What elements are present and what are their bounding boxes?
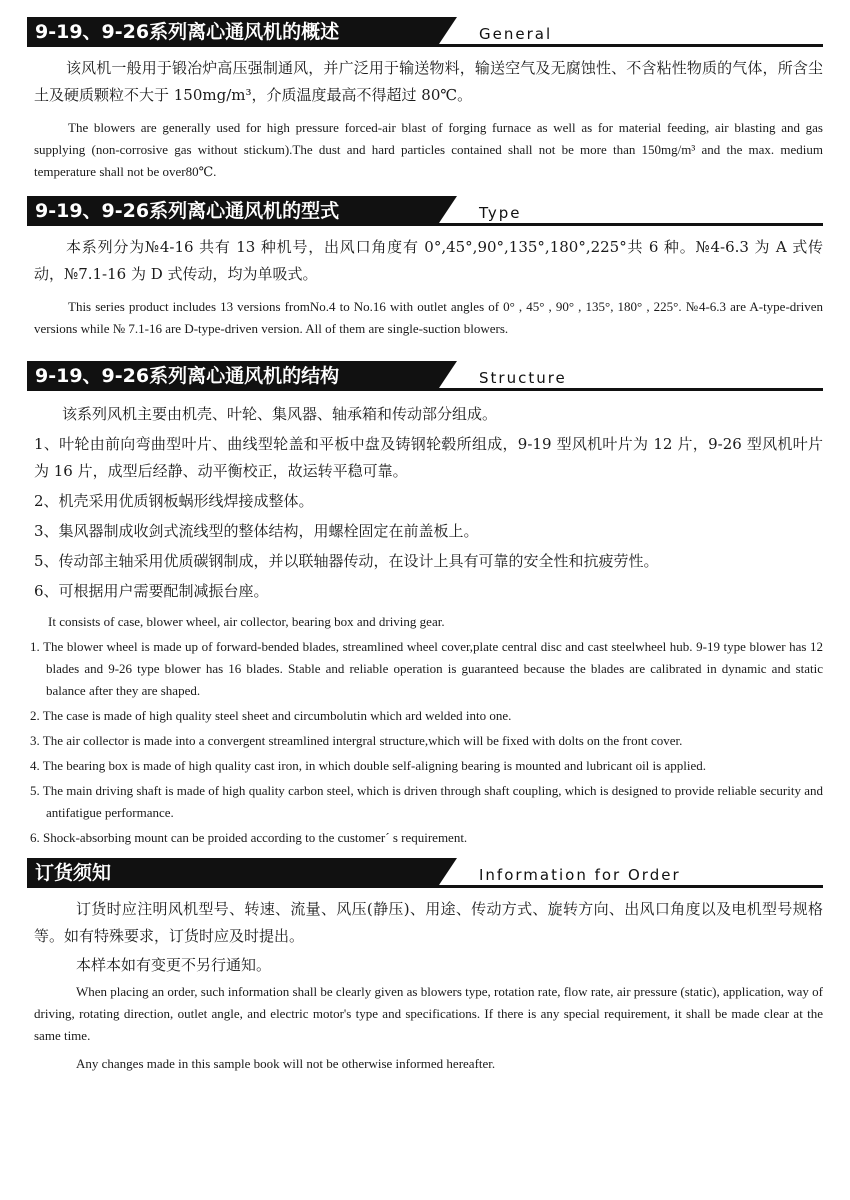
structure-en-item: 1. The blower wheel is made up of forward-bended blades, streamlined wheel cover,plate central disc and cast steelwheel hub. 9-19 type blower has 12 blades and 9-26 type blower has 16 blades. Stable and reliable operation is guaranteed because the blades are calibrated in dynamic and static balance after they are shaped. bbox=[30, 639, 823, 698]
order-en-paragraph: When placing an order, such information shall be clearly given as blowers type, rotation rate, flow rate, air pressure (static), application, way of driving, rotating direction, outlet angle, and electric motor's type and specifications. If there is any special requirement, it shall be made clear at the same time. bbox=[34, 984, 823, 1043]
section-rule bbox=[27, 44, 823, 47]
section-rule bbox=[27, 885, 823, 888]
section-structure bbox=[0, 361, 850, 849]
structure-zh-item: 6、可根据用户需要配制减振台座。 bbox=[34, 582, 269, 600]
section-rule bbox=[27, 223, 823, 226]
section-en-title: Structure bbox=[479, 369, 567, 387]
section-en-title: Type bbox=[479, 204, 522, 222]
section-header-order bbox=[27, 858, 823, 888]
order-en-notice: Any changes made in this sample book will not be otherwise informed hereafter. bbox=[76, 1056, 496, 1071]
section-general bbox=[0, 17, 850, 183]
section-order bbox=[0, 858, 850, 1075]
section-header-structure bbox=[27, 361, 823, 391]
type-zh-paragraph: 本系列分为№4-16 共有 13 种机号，出风口角度有 0°,45°,90°,135°,180°,225°共 6 种。№4-6.3 为 A 式传动，№7.1-16 为 D 式传动，均为单吸式。 bbox=[34, 238, 823, 283]
structure-en-item: 4. The bearing box is made of high quality cast iron, in which double self-aligning bearing is mounted and lubricant oil is applied. bbox=[30, 758, 706, 773]
general-zh-paragraph: 该风机一般用于锻冶炉高压强制通风，并广泛用于输送物料，输送空气及无腐蚀性、不含粘性物质的气体，所含尘土及硬质颗粒不大于 150mg/m³，介质温度最高不得超过 80℃。 bbox=[34, 59, 823, 104]
order-zh-notice: 本样本如有变更不另行通知。 bbox=[76, 956, 272, 974]
structure-zh-item: 3、集风器制成收剑式流线型的整体结构，用螺栓固定在前盖板上。 bbox=[34, 522, 479, 540]
structure-zh-intro: 该系列风机主要由机壳、叶轮、集风器、轴承箱和传动部分组成。 bbox=[62, 405, 498, 423]
section-rule bbox=[27, 388, 823, 391]
structure-en-item: 3. The air collector is made into a convergent streamlined intergral structure,which will be fixed with dolts on the front cover. bbox=[30, 733, 683, 748]
structure-zh-item: 5、传动部主轴采用优质碳钢制成，并以联轴器传动，在设计上具有可靠的安全性和抗疲劳性。 bbox=[34, 552, 659, 570]
structure-en-intro: It consists of case, blower wheel, air collector, bearing box and driving gear. bbox=[48, 614, 445, 629]
general-en-paragraph: The blowers are generally used for high pressure forced-air blast of forging furnace as well as for material feeding, air blasting and gas supplying (non-corrosive gas without stickum).The dust and hard particles contained shall not be more than 150mg/m³ and the max. medium temperature shall not be over80℃. bbox=[34, 120, 823, 179]
section-title: 9-19、9-26系列离心通风机的概述 bbox=[27, 17, 437, 47]
structure-en-item: 6. Shock-absorbing mount can be proided according to the customer´ s requirement. bbox=[30, 830, 468, 845]
section-header-type bbox=[27, 196, 823, 226]
section-en-title: General bbox=[479, 25, 553, 43]
structure-en-item: 2. The case is made of high quality steel sheet and circumbolutin which ard welded into one. bbox=[30, 708, 512, 723]
section-en-title: Information for Order bbox=[479, 866, 681, 884]
section-title: 9-19、9-26系列离心通风机的型式 bbox=[27, 196, 437, 226]
structure-en-item: 5. The main driving shaft is made of high quality carbon steel, which is driven through shaft coupling, which is designed to provide reliable security and antifatigue performance. bbox=[30, 783, 823, 820]
structure-zh-item: 2、机壳采用优质钢板蜗形线焊接成整体。 bbox=[34, 492, 314, 510]
section-header-general bbox=[27, 17, 823, 47]
type-en-paragraph: This series product includes 13 versions fromNo.4 to No.16 with outlet angles of 0° , 45° , 90° , 135°, 180° , 225°. №4-6.3 are A-type-driven versions while № 7.1-16 are D-type-driven version. All of them are single-suction blowers. bbox=[34, 299, 823, 336]
structure-zh-item: 1、叶轮由前向弯曲型叶片、曲线型轮盖和平板中盘及铸钢轮毂所组成，9-19 型风机叶片为 12 片，9-26 型风机叶片为 16 片，成型后经静、动平衡校正，故运转平稳可靠。 bbox=[34, 435, 823, 480]
section-title: 订货须知 bbox=[27, 858, 437, 888]
order-zh-paragraph: 订货时应注明风机型号、转速、流量、风压(静压)、用途、传动方式、旋转方向、出风口角度以及电机型号规格等。如有特殊要求，订货时应及时提出。 bbox=[34, 900, 823, 945]
section-type bbox=[0, 196, 850, 340]
section-title: 9-19、9-26系列离心通风机的结构 bbox=[27, 361, 437, 391]
